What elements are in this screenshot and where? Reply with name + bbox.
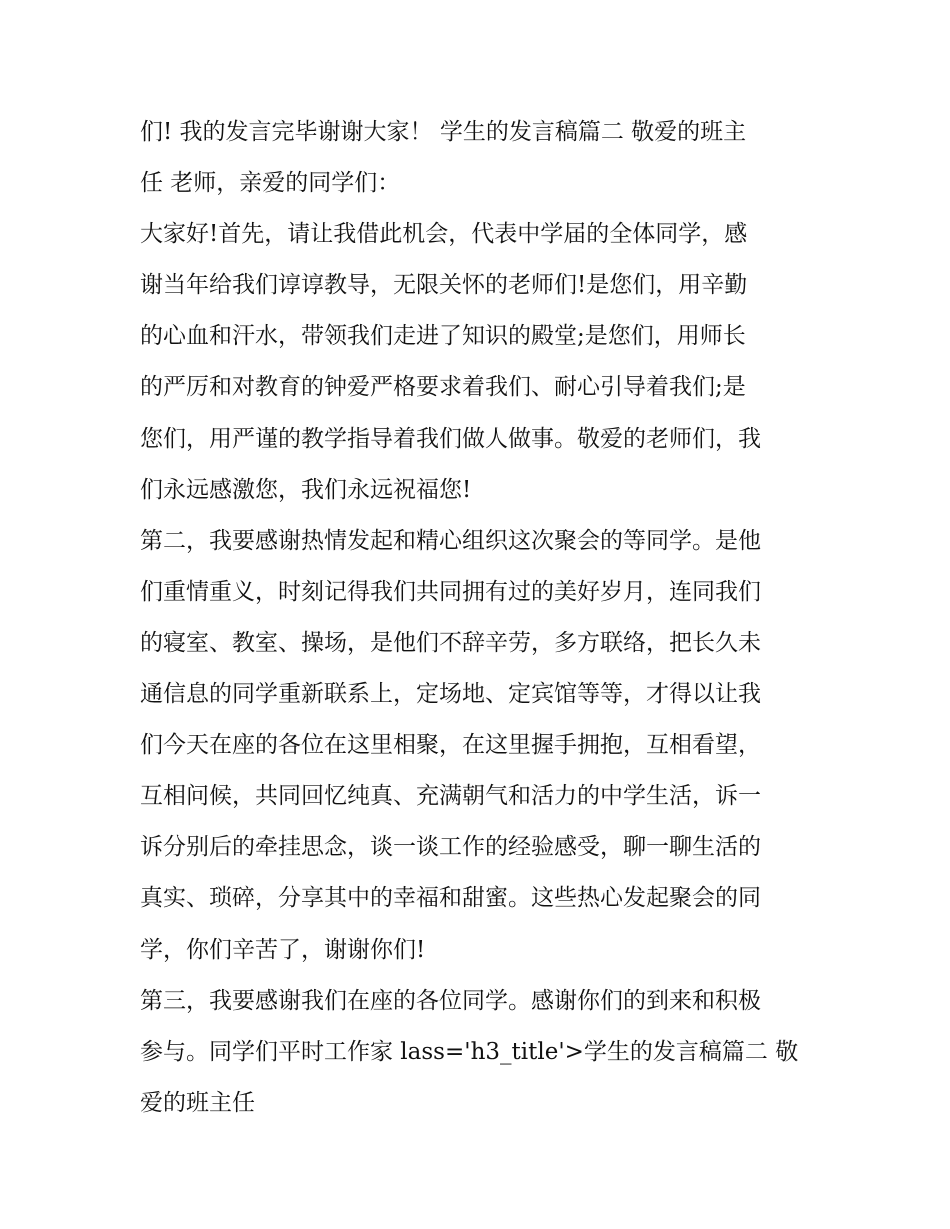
text-line: 大家好!首先，请让我借此机会，代表中学届的全体同学，感 xyxy=(140,221,748,248)
text-line: 互相问候，共同回忆纯真、充满朝气和活力的中学生活，诉一 xyxy=(140,783,761,810)
text-line: 学，你们辛苦了，谢谢你们! xyxy=(140,936,426,963)
text-line: 第三，我要感谢我们在座的各位同学。感谢你们的到来和积极 xyxy=(140,987,761,1014)
text-line: 真实、琐碎，分享其中的幸福和甜蜜。这些热心发起聚会的同 xyxy=(140,885,761,912)
text-line: 爱的班主任 xyxy=(140,1089,255,1116)
text-line: 们! 我的发言完毕谢谢大家！ 学生的发言稿篇二 敬爱的班主 xyxy=(140,119,747,145)
text-line: 的严厉和对教育的钟爱严格要求着我们、耐心引导着我们;是 xyxy=(140,374,746,401)
text-line: 任 老师，亲爱的同学们： xyxy=(140,170,401,197)
text-line: 们今天在座的各位在这里相聚，在这里握手拥抱，互相看望， xyxy=(140,732,761,759)
text-line: 谢当年给我们谆谆教导，无限关怀的老师们!是您们，用辛勤 xyxy=(140,272,748,299)
speech-text-body xyxy=(140,107,815,1129)
text-line: 的心血和汗水，带领我们走进了知识的殿堂;是您们，用师长 xyxy=(140,323,746,350)
text-line: 们永远感激您，我们永远祝福您! xyxy=(140,476,472,503)
text-line: 第二，我要感谢热情发起和精心组织这次聚会的等同学。是他 xyxy=(140,527,761,554)
text-line: 们重情重义，时刻记得我们共同拥有过的美好岁月，连同我们 xyxy=(140,578,761,605)
text-line: 参与。同学们平时工作家 lass='h3_title'>学生的发言稿篇二 敬 xyxy=(140,1038,799,1065)
text-line: 您们，用严谨的教学指导着我们做人做事。敬爱的老师们，我 xyxy=(140,425,761,452)
text-line: 诉分别后的牵挂思念，谈一谈工作的经验感受，聊一聊生活的 xyxy=(140,834,761,861)
text-line: 的寝室、教室、操场，是他们不辞辛劳，多方联络，把长久未 xyxy=(140,629,761,656)
text-line: 通信息的同学重新联系上，定场地、定宾馆等等，才得以让我 xyxy=(140,681,761,708)
